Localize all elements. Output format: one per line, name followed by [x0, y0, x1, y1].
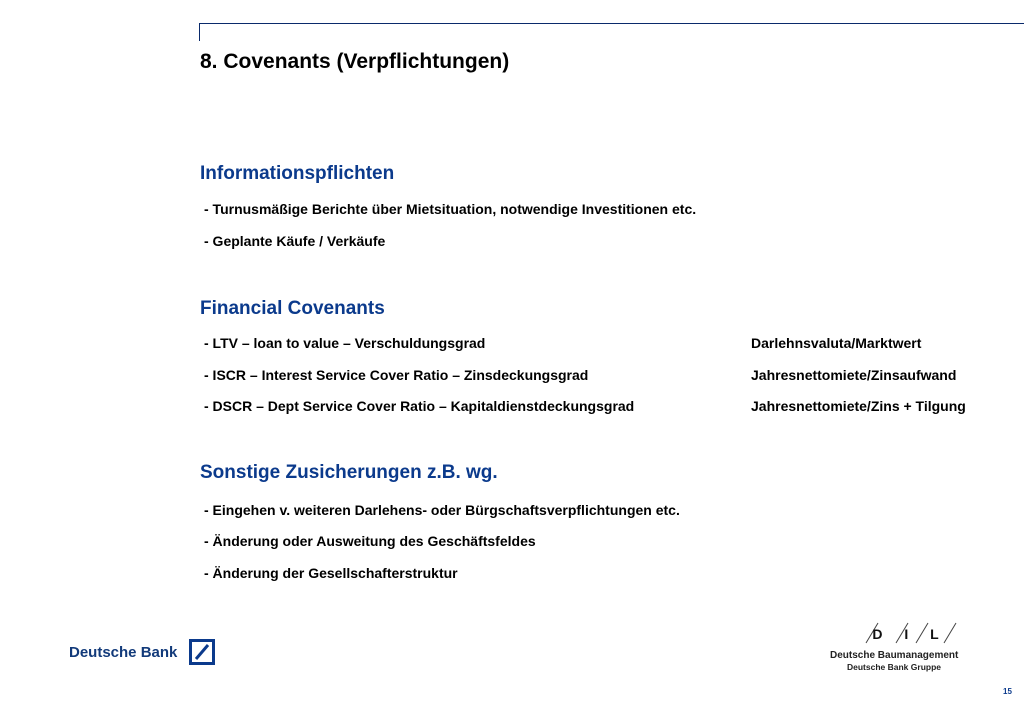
dil-mark-text: D I L: [872, 626, 948, 642]
section-heading: Informationspflichten: [200, 163, 395, 184]
top-frame-line: [199, 23, 1024, 24]
list-item: [204, 335, 922, 351]
item-formula: Darlehnsvaluta/Marktwert: [751, 335, 922, 351]
list-item: [204, 502, 680, 518]
list-item: [204, 233, 385, 249]
list-item: [204, 398, 966, 414]
deutsche-bank-logo: [69, 636, 215, 668]
dil-company-subtitle: Deutsche Bank Gruppe: [847, 662, 941, 672]
section-sonstige-zusicherungen: [200, 462, 680, 581]
section-informationspflichten: [200, 163, 697, 249]
item-text: - Änderung oder Ausweitung des Geschäftsfeldes: [204, 533, 536, 549]
item-text: - LTV – loan to value – Verschuldungsgrad: [204, 335, 486, 351]
item-text: - Geplante Käufe / Verkäufe: [204, 233, 386, 249]
section-heading: Financial Covenants: [200, 298, 385, 319]
item-formula: Jahresnettomiete/Zinsaufwand: [751, 367, 957, 383]
page-number: 15: [1003, 687, 1012, 696]
list-item: [204, 533, 536, 549]
list-item: [204, 367, 957, 383]
item-text: - ISCR – Interest Service Cover Ratio – Zinsdeckungsgrad: [204, 367, 589, 383]
logo-text: Deutsche Bank: [69, 643, 178, 661]
section-heading: Sonstige Zusicherungen z.B. wg.: [200, 462, 498, 483]
list-item: [204, 201, 696, 217]
deutsche-bank-slash-icon: [189, 639, 215, 665]
item-formula: Jahresnettomiete/Zins + Tilgung: [751, 398, 966, 414]
section-financial-covenants: [200, 298, 966, 414]
item-text: - Änderung der Gesellschafterstruktur: [204, 565, 458, 581]
dil-mark-icon: [860, 622, 960, 644]
slide-title: 8. Covenants (Verpflichtungen): [200, 50, 510, 73]
dil-logo: [820, 622, 970, 674]
left-frame-tick: [199, 23, 200, 41]
item-text: - DSCR – Dept Service Cover Ratio – Kapitaldienstdeckungsgrad: [204, 398, 635, 414]
list-item: [204, 565, 458, 581]
dil-company-name: Deutsche Baumanagement: [830, 650, 959, 661]
item-text: - Eingehen v. weiteren Darlehens- oder Bürgschaftsverpflichtungen etc.: [204, 502, 680, 518]
item-text: - Turnusmäßige Berichte über Mietsituation, notwendige Investitionen etc.: [204, 201, 697, 217]
